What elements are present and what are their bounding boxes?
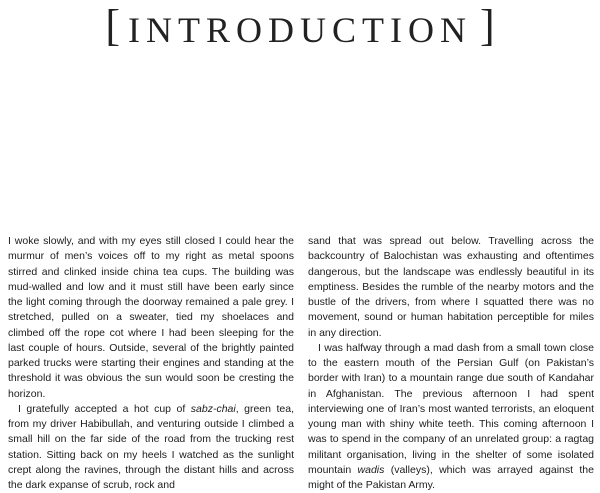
paragraph-text: I was halfway through a mad dash from a small town close to the eastern mouth of the Persian Gulf (on Pakistan’s border with Iran) to a mountain range due south of Kandahar in Afghanistan. The previous afternoon I had spent interviewing one of Iran’s most wanted terrorists, an eloquent young man with shiny white teeth. This coming afternoon I was to spend in the company of an unrelated group: a ragtag militant organisation, living in the shelter of some isolated mountain <box>308 341 594 476</box>
body-text <box>8 234 594 491</box>
bracket-close: ] <box>479 1 495 50</box>
italic-term: wadis <box>357 463 385 476</box>
paragraph: I woke slowly, and with my eyes still closed I could hear the murmur of men’s voices off to my right as metal spoons stirred and clinked inside china tea cups. The building was mud-walled and low and it must still have been early since the light coming through the doorway remained a pale grey. I stretched, pulled on a sweater, tied my shoelaces and climbed off the rope cot where I had been sleeping for the last couple of hours. Outside, several of the brightly painted parked trucks were starting their engines and standing at the threshold it was obvious the sun would soon be cresting the horizon. <box>8 235 294 400</box>
paragraph-text: (valleys), which was arrayed against the might of the Pakistan Army. <box>308 463 594 491</box>
paragraph <box>308 341 594 493</box>
left-column <box>8 234 295 491</box>
right-column <box>308 234 594 491</box>
paragraph <box>8 402 294 493</box>
chapter-title: INTRODUCTION <box>128 9 472 50</box>
paragraph: sand that was spread out below. Travelling across the backcountry of Balochistan was exhausting and oftentimes dangerous, but the landscape was endlessly beautiful in its emptiness. Besides the rumble of the nearby motors and the bustle of the drivers, from where I squatted there was no movement, sound or human habitation perceptible for miles in any direction. <box>308 235 594 339</box>
paragraph-text: , green tea, from my driver Habibullah, and venturing outside I climbed a small hill on the far side of the road from the trucking rest station. Sitting back on my heels I watched as the sunlight crept along the ravines, through the distant hills and across the dark expanse of scrub, rock and <box>8 402 295 491</box>
chapter-heading <box>0 1 600 55</box>
paragraph-text: I gratefully accepted a hot cup of <box>18 402 191 415</box>
italic-term: sabz-chai <box>190 402 236 415</box>
bracket-open: [ <box>105 1 121 50</box>
